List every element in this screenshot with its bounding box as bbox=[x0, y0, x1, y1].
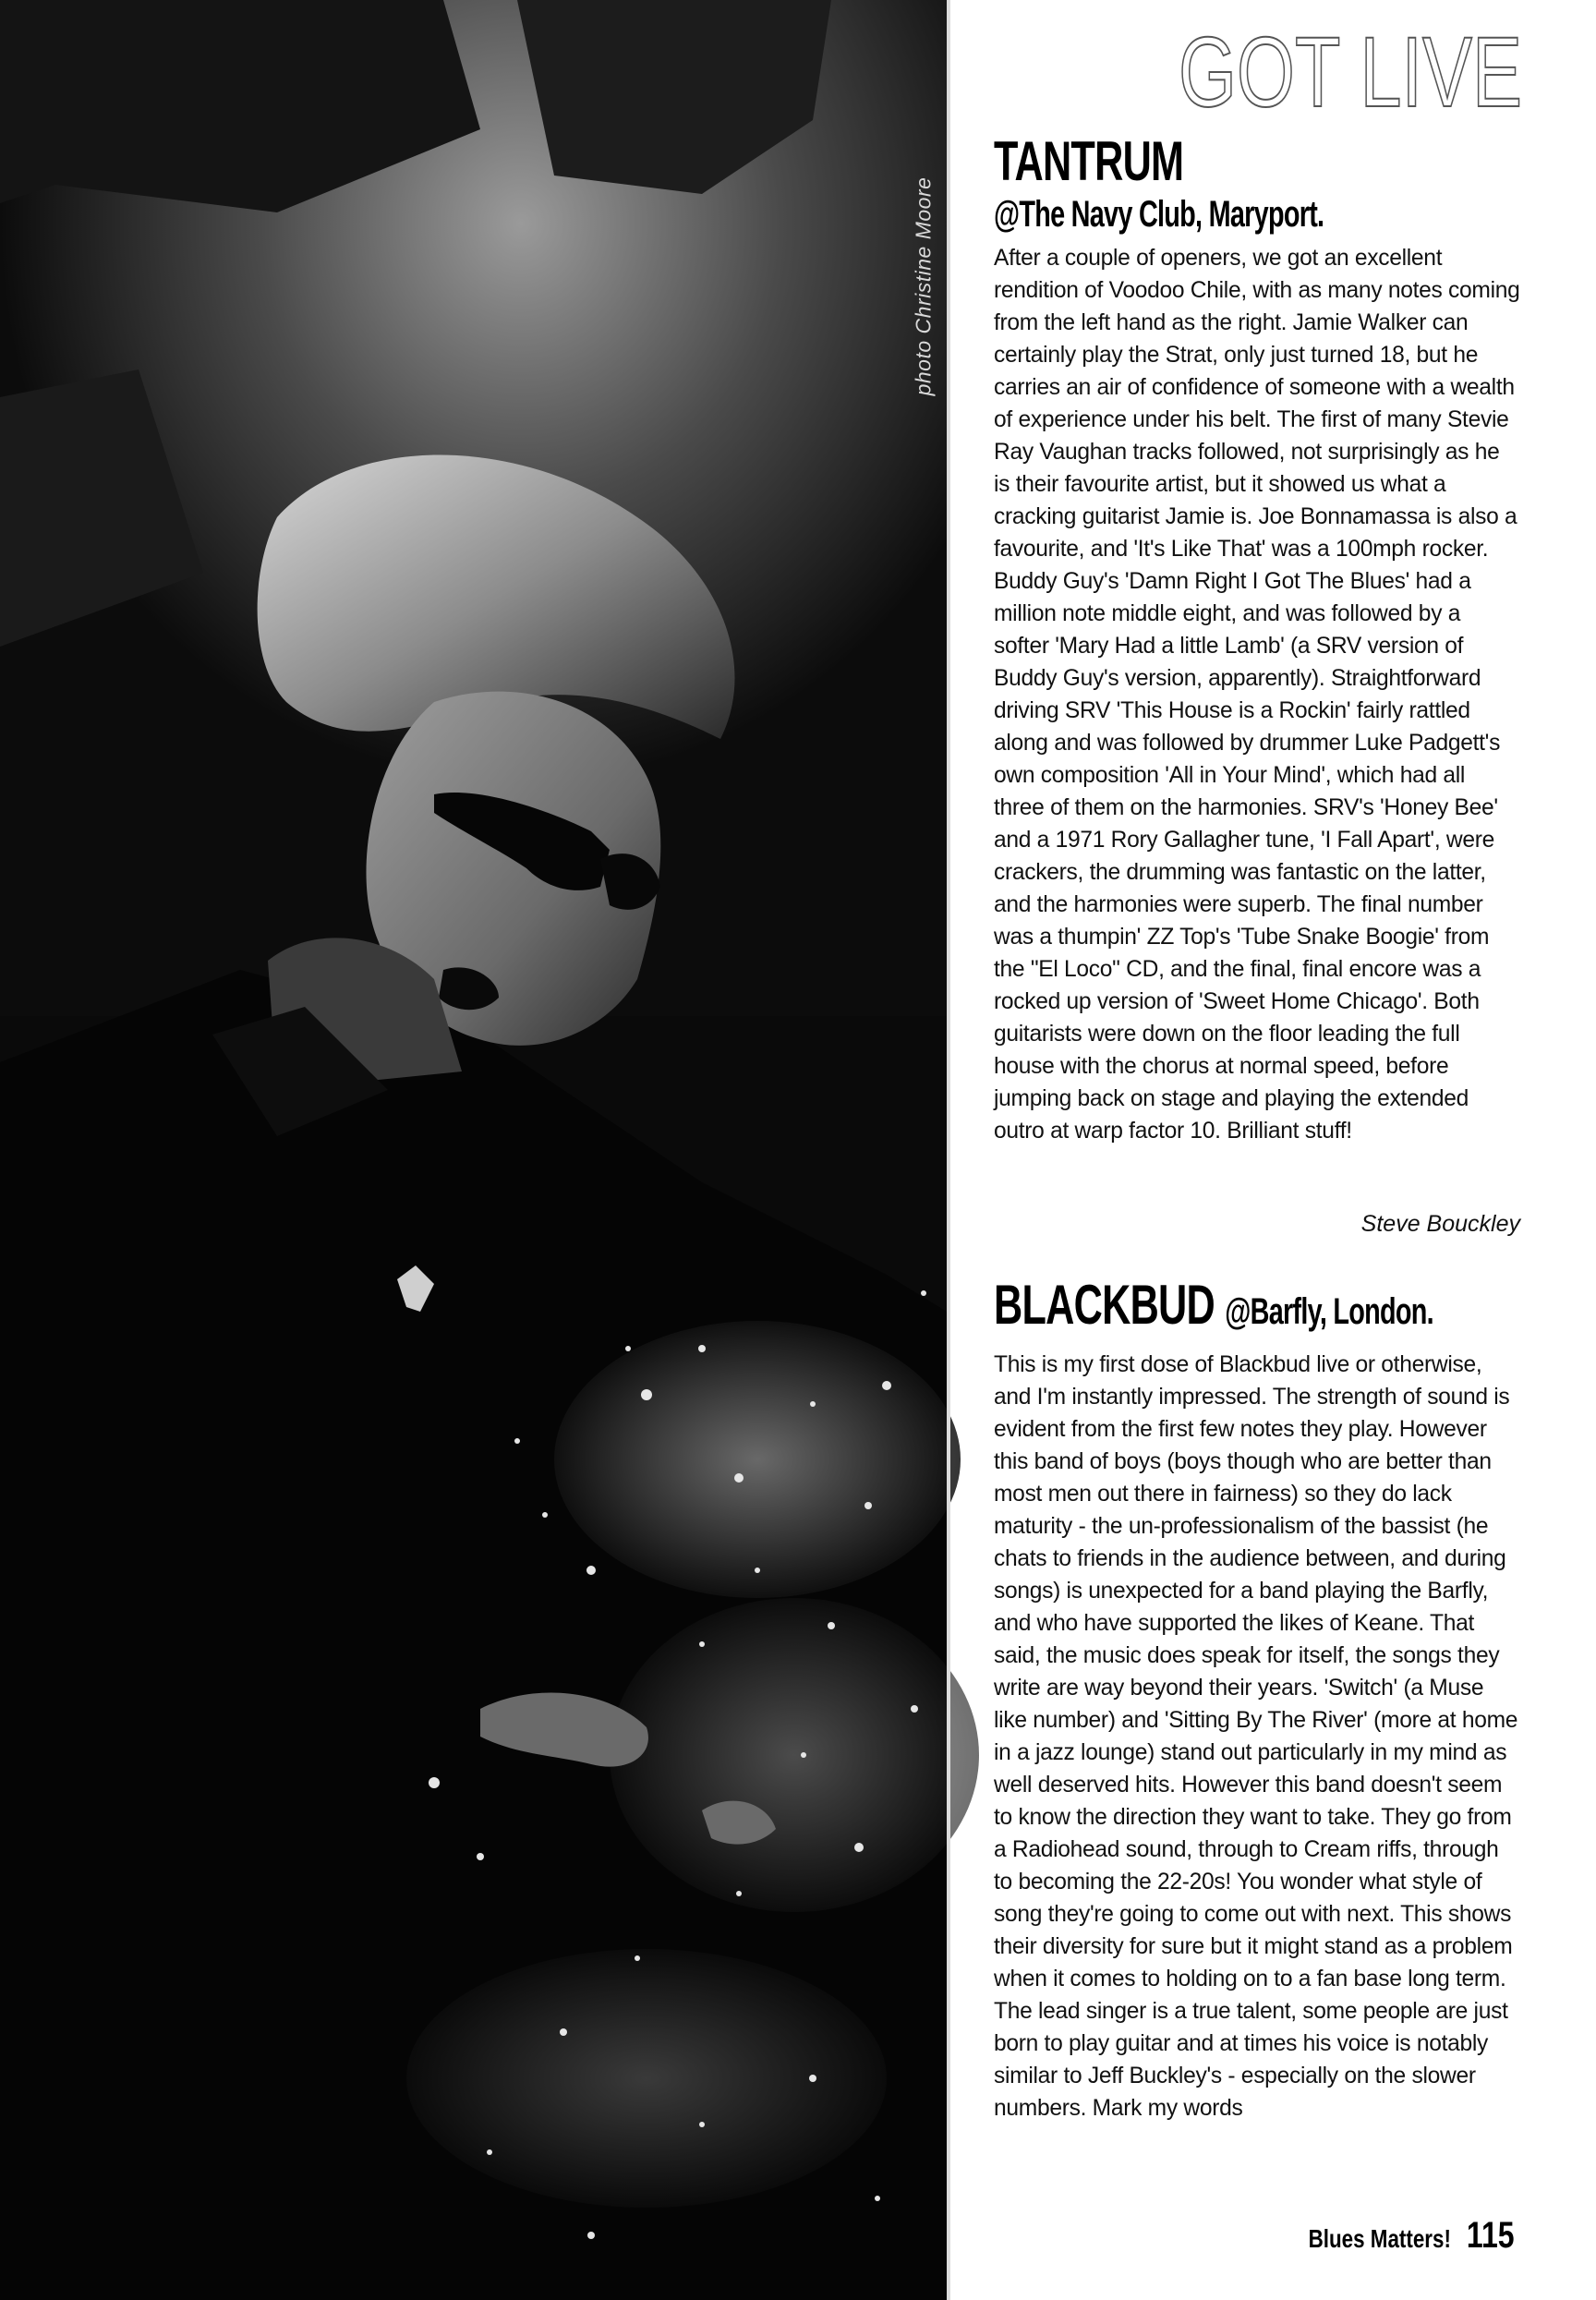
review2-band: BLACKBUD bbox=[994, 1274, 1215, 1336]
review1-body: After a couple of openers, we got an excellent rendition of Voodoo Chile, with as many notes coming from the left hand as the right. Jamie Walker can certainly play the Strat, only just turned 18, but he carries an air of confidence of someone with a wealth of experience under his belt. The first of many Stevie Ray Vaughan tracks followed, not surprisingly as he is their favourite artist, but it showed us what a cracking guitarist Jamie is. Joe Bonnamassa is also a favourite, and 'It's Like That' was a 100mph rocker. Buddy Guy's 'Damn Right I Got The Blues' had a million note middle eight, and was followed by a softer 'Mary Had a little Lamb' (a SRV version of Buddy Guy's version, apparently). Straightforward driving SRV 'This House is a Rockin' fairly rattled along and was followed by drummer Luke Padgett's own composition 'All in Your Mind', which had all three of them on the harmonies. SRV's 'Honey Bee' and a 1971 Rory Gallagher tune, 'I Fall Apart', were crackers, the drumming was fantastic on the latter, and the harmonies were superb. The final number was a thumpin' ZZ Top's 'Tube Snake Boogie' from the "El Loco" CD, and the final, final encore was a rocked up version of 'Sweet Home Chicago'. Both guitarists were down on the floor leading the full house with the chorus at normal speed, before jumping back on stage and playing the extended outro at warp factor 10. Brilliant stuff! bbox=[994, 246, 1520, 1144]
review1-author: Steve Bouckley bbox=[1360, 1211, 1520, 1237]
page-number: 115 bbox=[1467, 2215, 1515, 2256]
magazine-name: Blues Matters! bbox=[1308, 2224, 1452, 2253]
column-divider bbox=[947, 0, 950, 2300]
section-title-text: GOT LIVE bbox=[1179, 16, 1522, 127]
page-footer bbox=[1247, 2215, 1515, 2257]
section-title-outline-text bbox=[1173, 16, 1524, 127]
review2-heading bbox=[994, 1273, 1433, 1337]
section-title bbox=[1173, 16, 1524, 127]
photo-credit: photo Christine Moore bbox=[911, 176, 936, 396]
review1-venue: @The Navy Club, Maryport. bbox=[994, 194, 1324, 235]
review1-band-heading: TANTRUM bbox=[994, 130, 1184, 192]
review2-venue: @Barfly, London. bbox=[1225, 1291, 1433, 1332]
review2-body: This is my first dose of Blackbud live or otherwise, and I'm instantly impressed. The strength of sound is evident from the first few notes they play. However this band of boys (boys though who are better than most men out there in fairness) so they do lack maturity - the un-professionalism of the bassist (he chats to friends in the audience between, and during songs) is unexpected for a band playing the Barfly, and who have supported the likes of Keane. That said, the music does speak for itself, the songs they write are way beyond their years. 'Switch' (a Muse like number) and 'Sitting By The River' (more at home in a jazz lounge) stand out particularly in my mind as well deserved hits. However this band doesn't seem to know the direction they want to take. They go from a Radiohead sound, through to Cream riffs, through to becoming the 22-20s! You wonder what style of song they're going to come out with next. This shows their diversity for sure but it might stand as a problem when it comes to holding on to a fan base long term. The lead singer is a true talent, some people are just born to play guitar and at times his voice is notably similar to Jeff Buckley's - especially on the slower numbers. Mark my words bbox=[994, 1352, 1518, 2121]
